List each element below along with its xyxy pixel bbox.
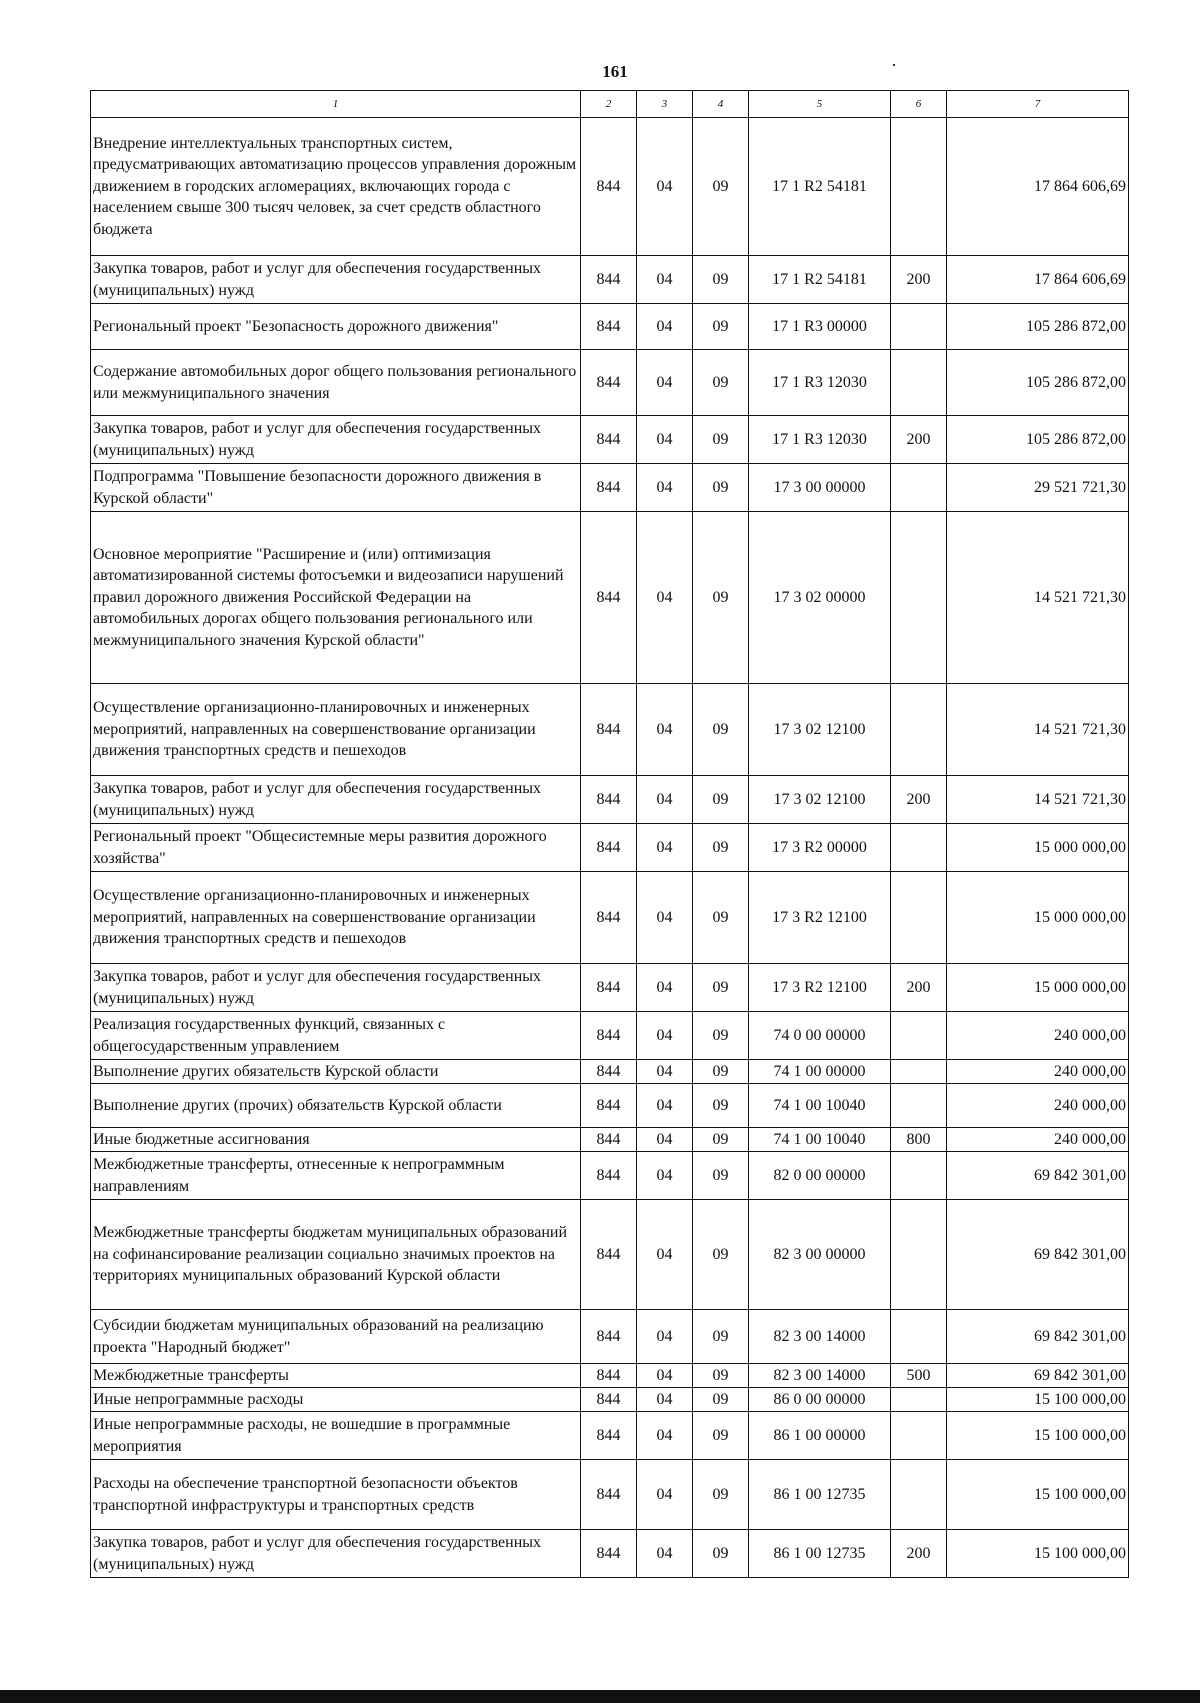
row-name-cell: Закупка товаров, работ и услуг для обеспечения государственных (муниципальных) нужд	[91, 1530, 581, 1578]
table-row	[91, 464, 1129, 512]
row-name-cell: Основное мероприятие "Расширение и (или) оптимизация автоматизированной системы фотосъемки и видеозаписи нарушений правил дорожного движения Российской Федерации на автомобильных дорогах общего пользования регионального или межмуниципального значения Курской области"	[91, 512, 581, 684]
table-row	[91, 350, 1129, 416]
section-cell: 04	[637, 1152, 693, 1200]
section-cell: 04	[637, 776, 693, 824]
expense-type-cell	[891, 1412, 947, 1460]
expense-type-cell	[891, 1200, 947, 1310]
amount-cell: 17 864 606,69	[947, 256, 1129, 304]
target-article-cell: 86 1 00 12735	[749, 1460, 891, 1530]
section-cell: 04	[637, 464, 693, 512]
expense-type-cell	[891, 1388, 947, 1412]
row-name-cell: Осуществление организационно-планировочных и инженерных мероприятий, направленных на совершенствование организации движения транспортных средств и пешеходов	[91, 684, 581, 776]
target-article-cell: 82 3 00 14000	[749, 1310, 891, 1364]
table-row	[91, 1460, 1129, 1530]
target-article-cell: 74 1 00 10040	[749, 1084, 891, 1128]
scan-bottom-edge	[0, 1690, 1200, 1703]
section-cell: 04	[637, 1012, 693, 1060]
target-article-cell: 82 3 00 14000	[749, 1364, 891, 1388]
expense-type-cell	[891, 824, 947, 872]
amount-cell: 240 000,00	[947, 1012, 1129, 1060]
column-number-row	[91, 91, 1129, 118]
target-article-cell: 17 3 02 12100	[749, 776, 891, 824]
admin-code-cell: 844	[581, 1152, 637, 1200]
row-name-cell: Закупка товаров, работ и услуг для обеспечения государственных (муниципальных) нужд	[91, 416, 581, 464]
amount-cell: 15 000 000,00	[947, 964, 1129, 1012]
section-cell: 04	[637, 1084, 693, 1128]
section-cell: 04	[637, 824, 693, 872]
admin-code-cell: 844	[581, 1412, 637, 1460]
amount-cell: 240 000,00	[947, 1128, 1129, 1152]
subsection-cell: 09	[693, 1412, 749, 1460]
row-name-cell: Закупка товаров, работ и услуг для обеспечения государственных (муниципальных) нужд	[91, 964, 581, 1012]
expense-type-cell	[891, 512, 947, 684]
admin-code-cell: 844	[581, 1364, 637, 1388]
admin-code-cell: 844	[581, 1012, 637, 1060]
subsection-cell: 09	[693, 350, 749, 416]
row-name-cell: Выполнение других обязательств Курской области	[91, 1060, 581, 1084]
row-name-cell: Внедрение интеллектуальных транспортных систем, предусматривающих автоматизацию процессов управления дорожным движением в городских агломерациях, включающих города с населением свыше 300 тысяч человек, за счет средств областного бюджета	[91, 118, 581, 256]
expense-type-cell	[891, 684, 947, 776]
row-name-cell: Расходы на обеспечение транспортной безопасности объектов транспортной инфраструктуры и транспортных средств	[91, 1460, 581, 1530]
expense-type-cell	[891, 1152, 947, 1200]
admin-code-cell: 844	[581, 964, 637, 1012]
expense-type-cell	[891, 118, 947, 256]
table-row	[91, 304, 1129, 350]
expense-type-cell: 800	[891, 1128, 947, 1152]
target-article-cell: 86 1 00 12735	[749, 1530, 891, 1578]
subsection-cell: 09	[693, 872, 749, 964]
table-row	[91, 1388, 1129, 1412]
admin-code-cell: 844	[581, 464, 637, 512]
column-header: 4	[693, 91, 749, 118]
subsection-cell: 09	[693, 1012, 749, 1060]
row-name-cell: Закупка товаров, работ и услуг для обеспечения государственных (муниципальных) нужд	[91, 256, 581, 304]
table-row	[91, 824, 1129, 872]
expense-type-cell	[891, 1310, 947, 1364]
target-article-cell: 17 1 R3 12030	[749, 350, 891, 416]
table-row	[91, 1060, 1129, 1084]
subsection-cell: 09	[693, 416, 749, 464]
admin-code-cell: 844	[581, 256, 637, 304]
expense-type-cell	[891, 1012, 947, 1060]
table-body	[91, 118, 1129, 1578]
column-header: 7	[947, 91, 1129, 118]
target-article-cell: 82 3 00 00000	[749, 1200, 891, 1310]
amount-cell: 15 000 000,00	[947, 824, 1129, 872]
amount-cell: 14 521 721,30	[947, 684, 1129, 776]
column-header: 5	[749, 91, 891, 118]
amount-cell: 240 000,00	[947, 1084, 1129, 1128]
admin-code-cell: 844	[581, 776, 637, 824]
section-cell: 04	[637, 350, 693, 416]
row-name-cell: Иные бюджетные ассигнования	[91, 1128, 581, 1152]
table-row	[91, 118, 1129, 256]
subsection-cell: 09	[693, 1530, 749, 1578]
admin-code-cell: 844	[581, 1084, 637, 1128]
table-row	[91, 1084, 1129, 1128]
expense-type-cell: 200	[891, 1530, 947, 1578]
target-article-cell: 74 1 00 10040	[749, 1128, 891, 1152]
amount-cell: 14 521 721,30	[947, 776, 1129, 824]
amount-cell: 15 100 000,00	[947, 1388, 1129, 1412]
expense-type-cell	[891, 1084, 947, 1128]
admin-code-cell: 844	[581, 1128, 637, 1152]
table-row	[91, 1364, 1129, 1388]
admin-code-cell: 844	[581, 304, 637, 350]
section-cell: 04	[637, 304, 693, 350]
amount-cell: 105 286 872,00	[947, 416, 1129, 464]
expense-type-cell	[891, 464, 947, 512]
column-header: 2	[581, 91, 637, 118]
target-article-cell: 82 0 00 00000	[749, 1152, 891, 1200]
subsection-cell: 09	[693, 964, 749, 1012]
target-article-cell: 17 1 R2 54181	[749, 118, 891, 256]
row-name-cell: Содержание автомобильных дорог общего пользования регионального или межмуниципального значения	[91, 350, 581, 416]
row-name-cell: Субсидии бюджетам муниципальных образований на реализацию проекта "Народный бюджет"	[91, 1310, 581, 1364]
subsection-cell: 09	[693, 684, 749, 776]
column-header: 6	[891, 91, 947, 118]
amount-cell: 15 100 000,00	[947, 1530, 1129, 1578]
table-row	[91, 416, 1129, 464]
admin-code-cell: 844	[581, 1460, 637, 1530]
table-row	[91, 964, 1129, 1012]
amount-cell: 240 000,00	[947, 1060, 1129, 1084]
table-row	[91, 512, 1129, 684]
expense-type-cell	[891, 1460, 947, 1530]
row-name-cell: Межбюджетные трансферты бюджетам муниципальных образований на софинансирование реализации социально значимых проектов на территориях муниципальных образований Курской области	[91, 1200, 581, 1310]
row-name-cell: Закупка товаров, работ и услуг для обеспечения государственных (муниципальных) нужд	[91, 776, 581, 824]
section-cell: 04	[637, 416, 693, 464]
section-cell: 04	[637, 256, 693, 304]
admin-code-cell: 844	[581, 1310, 637, 1364]
admin-code-cell: 844	[581, 416, 637, 464]
target-article-cell: 17 1 R3 00000	[749, 304, 891, 350]
target-article-cell: 17 3 R2 12100	[749, 964, 891, 1012]
section-cell: 04	[637, 1310, 693, 1364]
target-article-cell: 74 0 00 00000	[749, 1012, 891, 1060]
target-article-cell: 86 1 00 00000	[749, 1412, 891, 1460]
target-article-cell: 17 3 02 12100	[749, 684, 891, 776]
table-row	[91, 1310, 1129, 1364]
row-name-cell: Выполнение других (прочих) обязательств Курской области	[91, 1084, 581, 1128]
subsection-cell: 09	[693, 1364, 749, 1388]
row-name-cell: Реализация государственных функций, связанных с общегосударственным управлением	[91, 1012, 581, 1060]
section-cell: 04	[637, 684, 693, 776]
amount-cell: 15 100 000,00	[947, 1412, 1129, 1460]
amount-cell: 15 000 000,00	[947, 872, 1129, 964]
section-cell: 04	[637, 1200, 693, 1310]
subsection-cell: 09	[693, 512, 749, 684]
section-cell: 04	[637, 1364, 693, 1388]
section-cell: 04	[637, 512, 693, 684]
subsection-cell: 09	[693, 1084, 749, 1128]
target-article-cell: 17 1 R3 12030	[749, 416, 891, 464]
row-name-cell: Межбюджетные трансферты	[91, 1364, 581, 1388]
target-article-cell: 17 3 00 00000	[749, 464, 891, 512]
admin-code-cell: 844	[581, 350, 637, 416]
expense-type-cell	[891, 350, 947, 416]
expense-type-cell: 200	[891, 964, 947, 1012]
table-row	[91, 872, 1129, 964]
target-article-cell: 17 3 02 00000	[749, 512, 891, 684]
row-name-cell: Региональный проект "Общесистемные меры развития дорожного хозяйства"	[91, 824, 581, 872]
admin-code-cell: 844	[581, 872, 637, 964]
admin-code-cell: 844	[581, 684, 637, 776]
subsection-cell: 09	[693, 1388, 749, 1412]
amount-cell: 69 842 301,00	[947, 1310, 1129, 1364]
admin-code-cell: 844	[581, 1200, 637, 1310]
section-cell: 04	[637, 1530, 693, 1578]
row-name-cell: Осуществление организационно-планировочных и инженерных мероприятий, направленных на совершенствование организации движения транспортных средств и пешеходов	[91, 872, 581, 964]
expense-type-cell: 200	[891, 416, 947, 464]
section-cell: 04	[637, 1060, 693, 1084]
section-cell: 04	[637, 1412, 693, 1460]
amount-cell: 15 100 000,00	[947, 1460, 1129, 1530]
section-cell: 04	[637, 1128, 693, 1152]
amount-cell: 69 842 301,00	[947, 1152, 1129, 1200]
table-row	[91, 1152, 1129, 1200]
table-row	[91, 1012, 1129, 1060]
table-row	[91, 1200, 1129, 1310]
expense-type-cell: 200	[891, 776, 947, 824]
subsection-cell: 09	[693, 118, 749, 256]
target-article-cell: 74 1 00 00000	[749, 1060, 891, 1084]
row-name-cell: Региональный проект "Безопасность дорожного движения"	[91, 304, 581, 350]
amount-cell: 105 286 872,00	[947, 304, 1129, 350]
admin-code-cell: 844	[581, 1388, 637, 1412]
subsection-cell: 09	[693, 1310, 749, 1364]
admin-code-cell: 844	[581, 824, 637, 872]
subsection-cell: 09	[693, 776, 749, 824]
target-article-cell: 17 3 R2 12100	[749, 872, 891, 964]
subsection-cell: 09	[693, 256, 749, 304]
target-article-cell: 17 1 R2 54181	[749, 256, 891, 304]
amount-cell: 29 521 721,30	[947, 464, 1129, 512]
section-cell: 04	[637, 118, 693, 256]
scan-speck	[893, 64, 895, 66]
admin-code-cell: 844	[581, 1530, 637, 1578]
subsection-cell: 09	[693, 1060, 749, 1084]
subsection-cell: 09	[693, 464, 749, 512]
subsection-cell: 09	[693, 1460, 749, 1530]
expense-type-cell: 500	[891, 1364, 947, 1388]
section-cell: 04	[637, 1388, 693, 1412]
table-row	[91, 1412, 1129, 1460]
amount-cell: 69 842 301,00	[947, 1364, 1129, 1388]
section-cell: 04	[637, 964, 693, 1012]
row-name-cell: Иные непрограммные расходы, не вошедшие в программные мероприятия	[91, 1412, 581, 1460]
budget-table	[90, 90, 1129, 1578]
amount-cell: 105 286 872,00	[947, 350, 1129, 416]
subsection-cell: 09	[693, 1200, 749, 1310]
amount-cell: 14 521 721,30	[947, 512, 1129, 684]
page-number: 161	[602, 62, 628, 81]
admin-code-cell: 844	[581, 512, 637, 684]
admin-code-cell: 844	[581, 118, 637, 256]
row-name-cell: Межбюджетные трансферты, отнесенные к непрограммным направлениям	[91, 1152, 581, 1200]
expense-type-cell	[891, 1060, 947, 1084]
admin-code-cell: 844	[581, 1060, 637, 1084]
column-header: 1	[91, 91, 581, 118]
table-row	[91, 1128, 1129, 1152]
section-cell: 04	[637, 1460, 693, 1530]
column-header: 3	[637, 91, 693, 118]
table-row	[91, 776, 1129, 824]
target-article-cell: 17 3 R2 00000	[749, 824, 891, 872]
table-row	[91, 1530, 1129, 1578]
subsection-cell: 09	[693, 824, 749, 872]
table-row	[91, 256, 1129, 304]
expense-type-cell	[891, 304, 947, 350]
row-name-cell: Иные непрограммные расходы	[91, 1388, 581, 1412]
subsection-cell: 09	[693, 1128, 749, 1152]
amount-cell: 69 842 301,00	[947, 1200, 1129, 1310]
target-article-cell: 86 0 00 00000	[749, 1388, 891, 1412]
row-name-cell: Подпрограмма "Повышение безопасности дорожного движения в Курской области"	[91, 464, 581, 512]
expense-type-cell	[891, 872, 947, 964]
subsection-cell: 09	[693, 304, 749, 350]
section-cell: 04	[637, 872, 693, 964]
table-row	[91, 684, 1129, 776]
expense-type-cell: 200	[891, 256, 947, 304]
amount-cell: 17 864 606,69	[947, 118, 1129, 256]
subsection-cell: 09	[693, 1152, 749, 1200]
